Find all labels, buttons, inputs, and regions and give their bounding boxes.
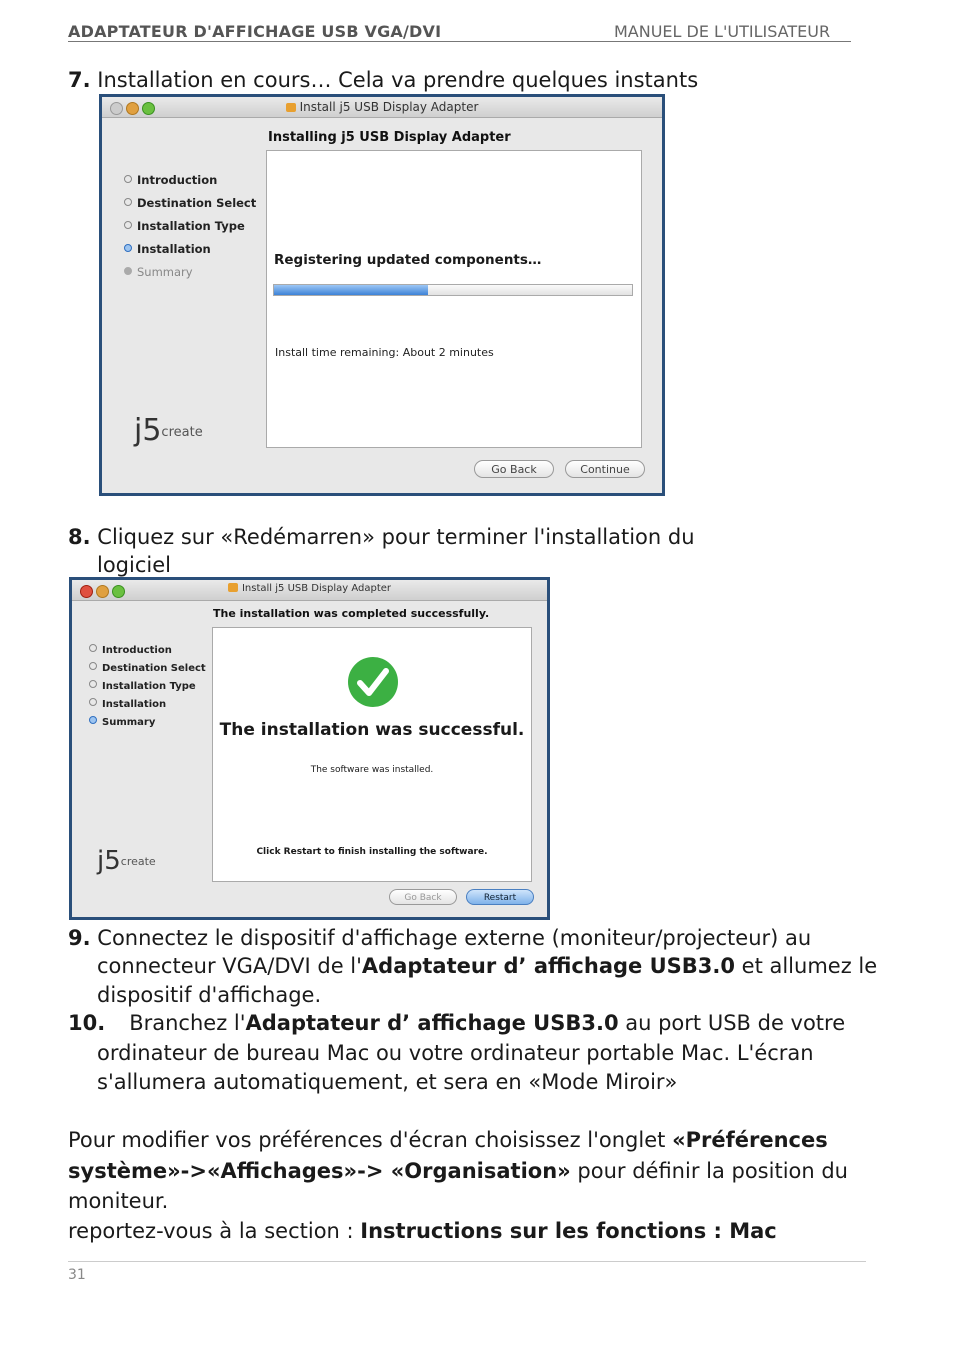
installer-window-progress bbox=[99, 94, 665, 496]
install-time-remaining: Install time remaining: About 2 minutes bbox=[275, 346, 494, 359]
step-9-line-3: dispositif d'affichage. bbox=[97, 983, 322, 1007]
step-9-line-2: connecteur VGA/DVI de l'Adaptateur d’ affichage USB3.0 et allumez le bbox=[97, 954, 878, 978]
section-reference: Instructions sur les fonctions : Mac bbox=[360, 1219, 777, 1243]
display-prefs-paragraph-line-3: moniteur. bbox=[68, 1189, 169, 1213]
step-10-line-3: s'allumera automatiquement, et sera en «Mode Miroir» bbox=[97, 1070, 678, 1094]
j5create-logo: j5create bbox=[134, 413, 203, 448]
sidebar-item-installation-type: Installation Type bbox=[89, 680, 206, 692]
step-number: 8. bbox=[68, 525, 91, 549]
footer-rule bbox=[68, 1261, 866, 1262]
restart-instruction: Click Restart to finish installing the software. bbox=[256, 847, 488, 857]
reference-note: reportez-vous à la section : Instructions sur les fonctions : Mac bbox=[68, 1219, 777, 1243]
step-bullet-icon bbox=[124, 244, 132, 252]
sidebar-item-destination: Destination Select bbox=[124, 196, 256, 210]
installer-window-complete bbox=[69, 577, 550, 920]
sidebar-item-installation: Installation bbox=[124, 242, 256, 256]
package-icon bbox=[228, 583, 238, 592]
success-message: The installation was successful. bbox=[219, 720, 525, 740]
software-installed-note: The software was installed. bbox=[310, 765, 434, 775]
step-10: 10. Branchez l'Adaptateur d’ affichage USB3.0 au port USB de votre bbox=[68, 1011, 846, 1035]
installer-heading: The installation was completed successfully. bbox=[213, 607, 490, 620]
step-bullet-icon bbox=[124, 221, 132, 229]
step-text: Cliquez sur «Redémarren» pour terminer l'installation du bbox=[97, 525, 695, 549]
sidebar-item-summary: Summary bbox=[89, 716, 206, 728]
document-header-manual: MANUEL DE L'UTILISATEUR bbox=[614, 22, 831, 41]
step-number: 10. bbox=[68, 1011, 106, 1035]
step-8 bbox=[68, 523, 695, 551]
sidebar-item-introduction: Introduction bbox=[124, 173, 256, 187]
step-bullet-icon bbox=[89, 680, 97, 688]
success-check-icon bbox=[346, 655, 400, 709]
sidebar-item-installation: Installation bbox=[89, 698, 206, 710]
installer-content-panel bbox=[266, 150, 642, 448]
product-name: Adaptateur d’ affichage USB3.0 bbox=[361, 954, 735, 978]
install-progress-bar bbox=[273, 284, 633, 296]
sidebar-item-installation-type: Installation Type bbox=[124, 219, 256, 233]
product-name: Adaptateur d’ affichage USB3.0 bbox=[245, 1011, 619, 1035]
step-number: 7. bbox=[68, 68, 91, 92]
display-prefs-paragraph-line-2: système»->«Affichages»-> «Organisation» pour définir la position du bbox=[68, 1159, 848, 1183]
sidebar-item-destination: Destination Select bbox=[89, 662, 206, 674]
window-title: Install j5 USB Display Adapter bbox=[299, 100, 479, 114]
step-bullet-icon bbox=[89, 644, 97, 652]
window-titlebar bbox=[72, 580, 547, 601]
install-status: Registering updated components… bbox=[274, 252, 542, 268]
window-titlebar bbox=[102, 97, 662, 118]
document-header-title: ADAPTATEUR D'AFFICHAGE USB VGA/DVI bbox=[68, 22, 442, 41]
window-title: Install j5 USB Display Adapter bbox=[241, 583, 392, 594]
installer-steps-sidebar bbox=[124, 173, 256, 288]
go-back-button[interactable]: Go Back bbox=[474, 460, 554, 478]
step-8-continuation: logiciel bbox=[97, 553, 171, 577]
go-back-button[interactable]: Go Back bbox=[389, 889, 457, 905]
header-rule bbox=[68, 41, 851, 42]
continue-button[interactable]: Continue bbox=[565, 460, 645, 478]
step-text: Installation en cours… Cela va prendre quelques instants bbox=[97, 68, 699, 92]
step-7 bbox=[68, 66, 698, 94]
progress-fill bbox=[274, 285, 428, 295]
page-number: 31 bbox=[68, 1267, 86, 1283]
step-bullet-icon bbox=[124, 267, 132, 275]
restart-button[interactable]: Restart bbox=[466, 889, 534, 905]
step-9 bbox=[68, 924, 811, 952]
step-bullet-icon bbox=[124, 198, 132, 206]
sidebar-item-introduction: Introduction bbox=[89, 644, 206, 656]
step-bullet-icon bbox=[89, 716, 97, 724]
step-bullet-icon bbox=[89, 662, 97, 670]
step-number: 9. bbox=[68, 926, 91, 950]
step-bullet-icon bbox=[124, 175, 132, 183]
step-bullet-icon bbox=[89, 698, 97, 706]
j5create-logo: j5create bbox=[97, 846, 156, 876]
installer-heading: Installing j5 USB Display Adapter bbox=[268, 130, 511, 145]
step-10-line-2: ordinateur de bureau Mac ou votre ordinateur portable Mac. L'écran bbox=[97, 1041, 814, 1065]
step-text: Connectez le dispositif d'affichage externe (moniteur/projecteur) au bbox=[97, 926, 812, 950]
sidebar-item-summary: Summary bbox=[124, 265, 256, 279]
installer-content-panel bbox=[212, 627, 532, 882]
installer-steps-sidebar bbox=[89, 644, 206, 734]
display-prefs-paragraph-line-1: Pour modifier vos préférences d'écran choisissez l'onglet «Préférences bbox=[68, 1128, 828, 1152]
package-icon bbox=[286, 103, 296, 112]
